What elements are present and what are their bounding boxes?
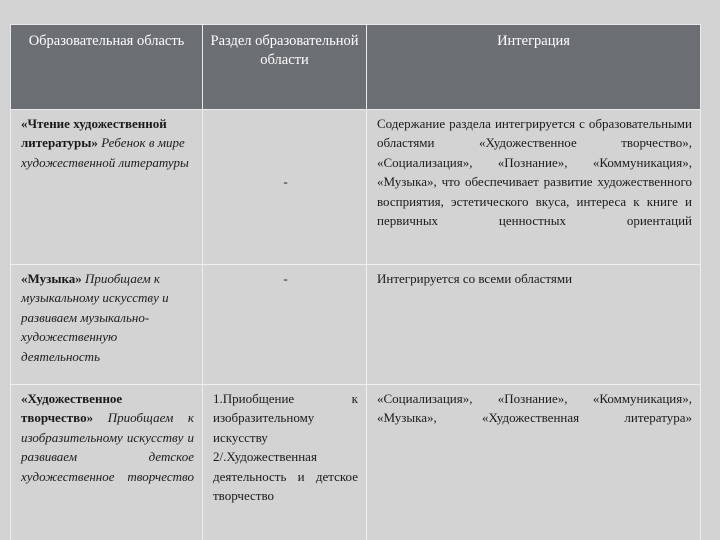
area-title: «Чтение художественной литературы» <box>21 116 167 151</box>
area-description: Приобщаем к изобразительному искусству и развиваем детское художественное творчество <box>21 410 195 484</box>
area-title: «Художественное творчество» <box>21 391 123 426</box>
integration-cell <box>367 110 701 265</box>
section-cell <box>203 110 367 265</box>
section-text: - <box>283 271 288 286</box>
area-cell <box>11 265 203 385</box>
table-header-row <box>11 25 701 110</box>
header-integration: Интеграция <box>367 25 701 110</box>
section-cell <box>203 265 367 385</box>
area-description: Ребенок в мире художественной литературы <box>21 135 189 170</box>
area-cell <box>11 385 203 540</box>
header-section: Раздел образовательной области <box>203 25 367 110</box>
header-educational-area: Образовательная область <box>11 25 203 110</box>
integration-text: Содержание раздела интегрируется с образовательными областями «Художественное творчество», «Социализация», «Познание», «Коммуникация», «Музыка», что обеспечивает развитие художественного восприятия, эстетического вкуса, интереса к книге и первичных ценностных ориентаций <box>377 116 692 229</box>
table-row <box>11 265 701 385</box>
integration-cell <box>367 265 701 385</box>
section-cell <box>203 385 367 540</box>
area-description: Приобщаем к музыкальному искусству и развиваем музыкально-художественную деятельность <box>21 271 169 364</box>
area-cell <box>11 110 203 265</box>
integration-text: «Социализация», «Познание», «Коммуникация», «Музыка», «Художественная литература» <box>377 391 692 426</box>
table-row <box>11 110 701 265</box>
section-text: 1.Приобщение к изобразительному искусству 2/.Художественная деятельность и детское творчество <box>213 391 358 504</box>
integration-table <box>10 24 701 540</box>
integration-text: Интегрируется со всеми областями <box>377 271 573 286</box>
table-row <box>11 385 701 540</box>
integration-cell <box>367 385 701 540</box>
area-title: «Музыка» <box>21 271 82 286</box>
section-text: - <box>283 174 288 189</box>
